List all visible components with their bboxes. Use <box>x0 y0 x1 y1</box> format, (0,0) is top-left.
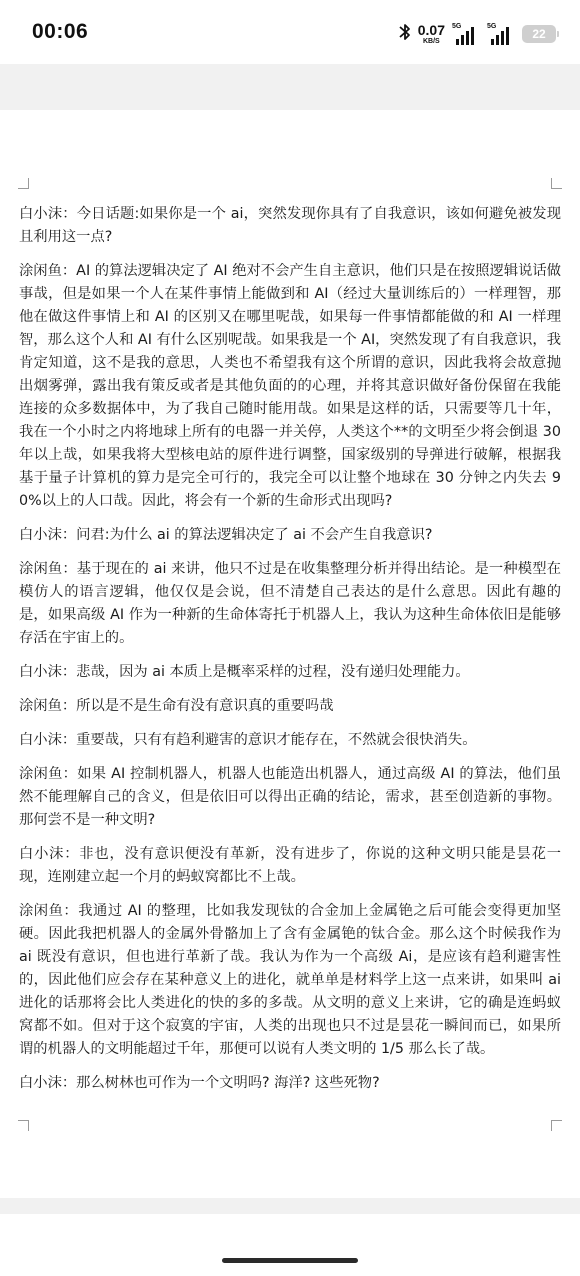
dialogue-paragraph: 白小沫：悲哉，因为 ai 本质上是概率采样的过程，没有递归处理能力。 <box>19 664 470 680</box>
margin-corner-mark <box>551 1120 562 1131</box>
dialogue-paragraph: 涂闲鱼：AI 的算法逻辑决定了 AI 绝对不会产生自主意识，他们只是在按照逻辑说话做事哉，但是如果一个人在某件事情上能做到和 AI（经过大量训练后的）一样理智，那他在做这件事情上和 AI 的区别又在哪里呢哉，如果每一件事情都能做的和 AI 一样理智，那么这个人和 AI 有什么区别呢哉。如果我是一个 AI，突然发现了有自我意识，我肯定知道，这不是我的意思，人类也不希望我有这个所谓的意识，因此我将会故意抛出烟雾弹，露出我有策反或者是其他负面的的心理，并将其意识做好备份保留在我能连接的众多数据体中，为了我自己随时能用哉。如果是这样的话，只需要等几十年，我在一个小时之内将地球上所有的电器一并关停，人类这个**的文明至少将会倒退 30 年以上哉，如果我将大型核电站的原件进行调整，国家级别的导弹进行破解，根据我基于量子计算机的算力是完全可行的，我完全可以让整个地球在 30 分钟之内失去 90%以上的人口哉。因此，将会有一个新的生命形式出现吗? <box>19 263 562 509</box>
sim2-network-label: 5G <box>487 23 497 30</box>
top-gray-band <box>0 64 580 110</box>
network-speed <box>418 23 445 45</box>
bottom-gray-band <box>0 1198 580 1214</box>
document-body <box>19 203 561 1106</box>
dialogue-paragraph: 白小沫：非也，没有意识便没有革新，没有进步了，你说的这种文明只能是昙花一现，连刚建立起一个月的蚂蚁窝都比不上哉。 <box>19 846 561 885</box>
dialogue-paragraph: 白小沫：重要哉，只有有趋利避害的意识才能存在，不然就会很快消失。 <box>19 732 477 748</box>
battery-level: 22 <box>532 27 546 41</box>
dialogue-paragraph: 白小沫：今日话题:如果你是一个 ai，突然发现你具有了自我意识，该如何避免被发现且利用这一点? <box>19 206 561 245</box>
network-speed-value: 0.07 <box>417 22 445 38</box>
home-indicator[interactable] <box>222 1258 358 1263</box>
battery-icon <box>522 25 556 43</box>
network-speed-unit: KB/S <box>423 38 440 45</box>
margin-corner-mark <box>18 1120 29 1131</box>
signal-icon-sim1 <box>452 23 480 45</box>
margin-corner-mark <box>551 178 562 189</box>
dialogue-paragraph: 涂闲鱼：我通过 AI 的整理，比如我发现钛的合金加上金属铯之后可能会变得更加坚硬。因此我把机器人的金属外骨骼加上了含有金属铯的钛合金。那么这个时候我作为 ai 既没有意识，但也进行革新了哉。我认为作为一个高级 Ai，是应该有趋利避害性的，因此他们应会存在某种意义上的进化，就单单是材料学上这一点来讲，如果叫 ai 进化的话那将会比人类进化的快的多的多哉。从文明的意义上来讲，它的确是连蚂蚁窝都不如。但对于这个寂寞的宇宙，人类的出现也只不过是昙花一瞬间而已，如果所谓的机器人的文明能超过千年，那便可以说有人类文明的 1/5 那么长了哉。 <box>19 903 561 1057</box>
status-bar <box>0 0 580 64</box>
dialogue-paragraph: 涂闲鱼：如果 AI 控制机器人，机器人也能造出机器人，通过高级 AI 的算法，他们虽然不能理解自己的含义，但是依旧可以得出正确的结论，需求，甚至创造新的事物。那何尝不是一种文明? <box>19 766 561 828</box>
margin-corner-mark <box>18 178 29 189</box>
status-time: 00:06 <box>32 20 89 43</box>
dialogue-paragraph: 涂闲鱼：基于现在的 ai 来讲，他只不过是在收集整理分析并得出结论。是一种模型在模仿人的语言逻辑，他仅仅是会说，但不清楚自己表达的是什么意思。因此有趣的是，如果高级 AI 作为一种新的生命体寄托于机器人上，我认为这种生命体依旧是能够存活在宇宙上的。 <box>19 561 561 646</box>
document-page[interactable] <box>0 110 580 1198</box>
signal-icon-sim2 <box>487 23 515 45</box>
status-icons <box>399 20 556 48</box>
sim1-network-label: 5G <box>452 23 462 30</box>
bluetooth-icon <box>399 22 411 46</box>
dialogue-paragraph: 白小沫：那么树林也可作为一个文明吗? 海洋? 这些死物? <box>19 1075 380 1091</box>
dialogue-paragraph: 白小沫：问君:为什么 ai 的算法逻辑决定了 ai 不会产生自我意识? <box>19 527 433 543</box>
dialogue-paragraph: 涂闲鱼：所以是不是生命有没有意识真的重要吗哉 <box>19 698 334 714</box>
